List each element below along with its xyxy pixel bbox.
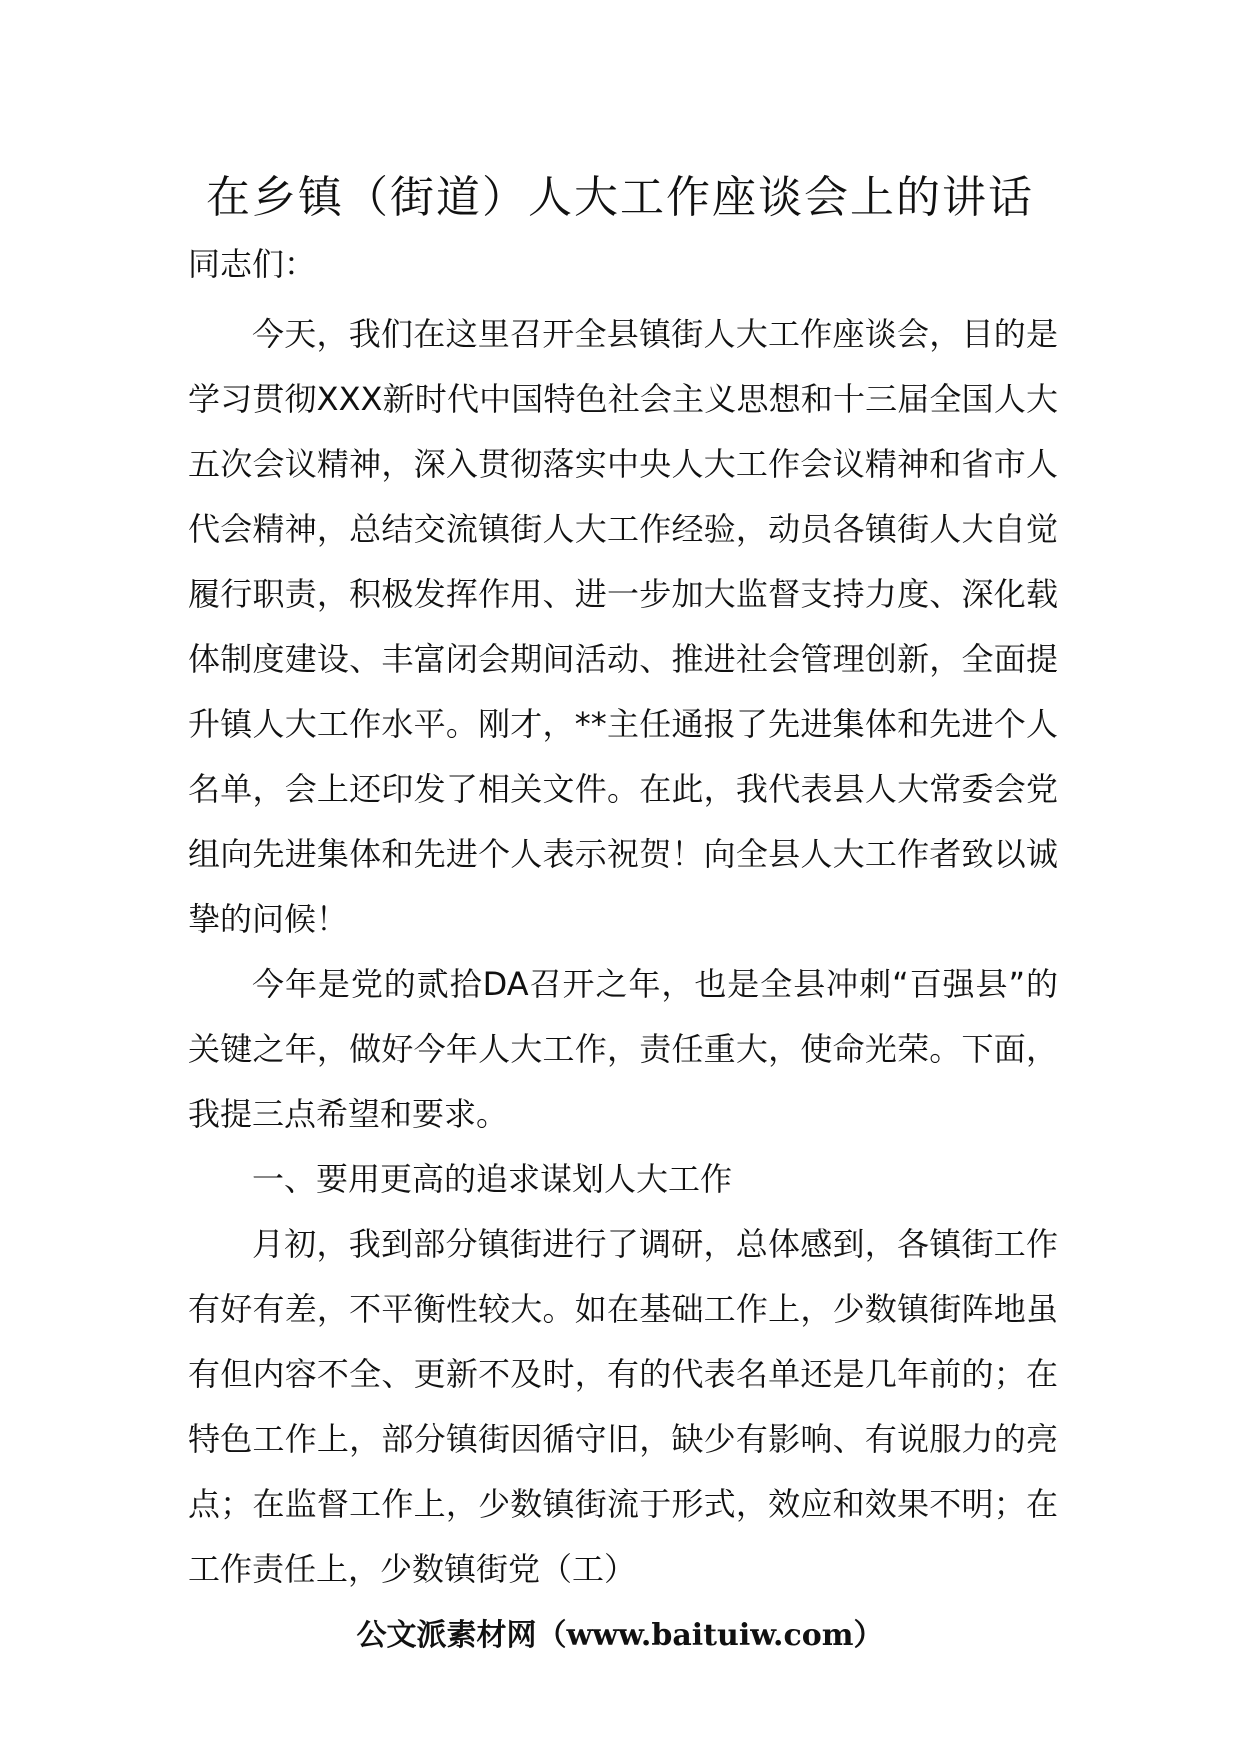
footer-watermark: 公文派素材网（www.baituiw.com） bbox=[356, 1618, 884, 1653]
paragraph-research: 月初，我到部分镇街进行了调研，总体感到，各镇街工作有好有差，不平衡性较大。如在基础工作上，少数镇街阵地虽有但内容不全、更新不及时，有的代表名单还是几年前的；在特色工作上，部分镇街因循守旧，缺少有影响、有说服力的亮点；在监督工作上，少数镇街流于形式，效应和效果不明；在工作责任上，少数镇街党（工） bbox=[188, 1225, 1058, 1588]
salutation: 同志们： bbox=[188, 245, 317, 283]
paragraph-opening: 今天，我们在这里召开全县镇街人大工作座谈会，目的是学习贯彻XXX新时代中国特色社会主义思想和十三届全国人大五次会议精神，深入贯彻落实中央人大工作会议精神和省市人代会精神，总结交流镇街人大工作经验，动员各镇街人大自觉履行职责，积极发挥作用、进一步加大监督支持力度、深化载体制度建设、丰富闭会期间活动、推进社会管理创新，全面提升镇人大工作水平。刚才，**主任通报了先进集体和先进个人名单，会上还印发了相关文件。在此，我代表县人大常委会党组向先进集体和先进个人表示祝贺！向全县人大工作者致以诚挚的问候！ bbox=[188, 315, 1058, 938]
paragraph-context: 今年是党的贰拾DA召开之年，也是全县冲刺“百强县”的关键之年，做好今年人大工作，责任重大，使命光荣。下面，我提三点希望和要求。 bbox=[188, 965, 1058, 1133]
section-heading: 一、要用更高的追求谋划人大工作 bbox=[252, 1160, 733, 1198]
document-body bbox=[188, 302, 1058, 1602]
page-title: 在乡镇（街道）人大工作座谈会上的讲话 bbox=[206, 172, 1034, 223]
